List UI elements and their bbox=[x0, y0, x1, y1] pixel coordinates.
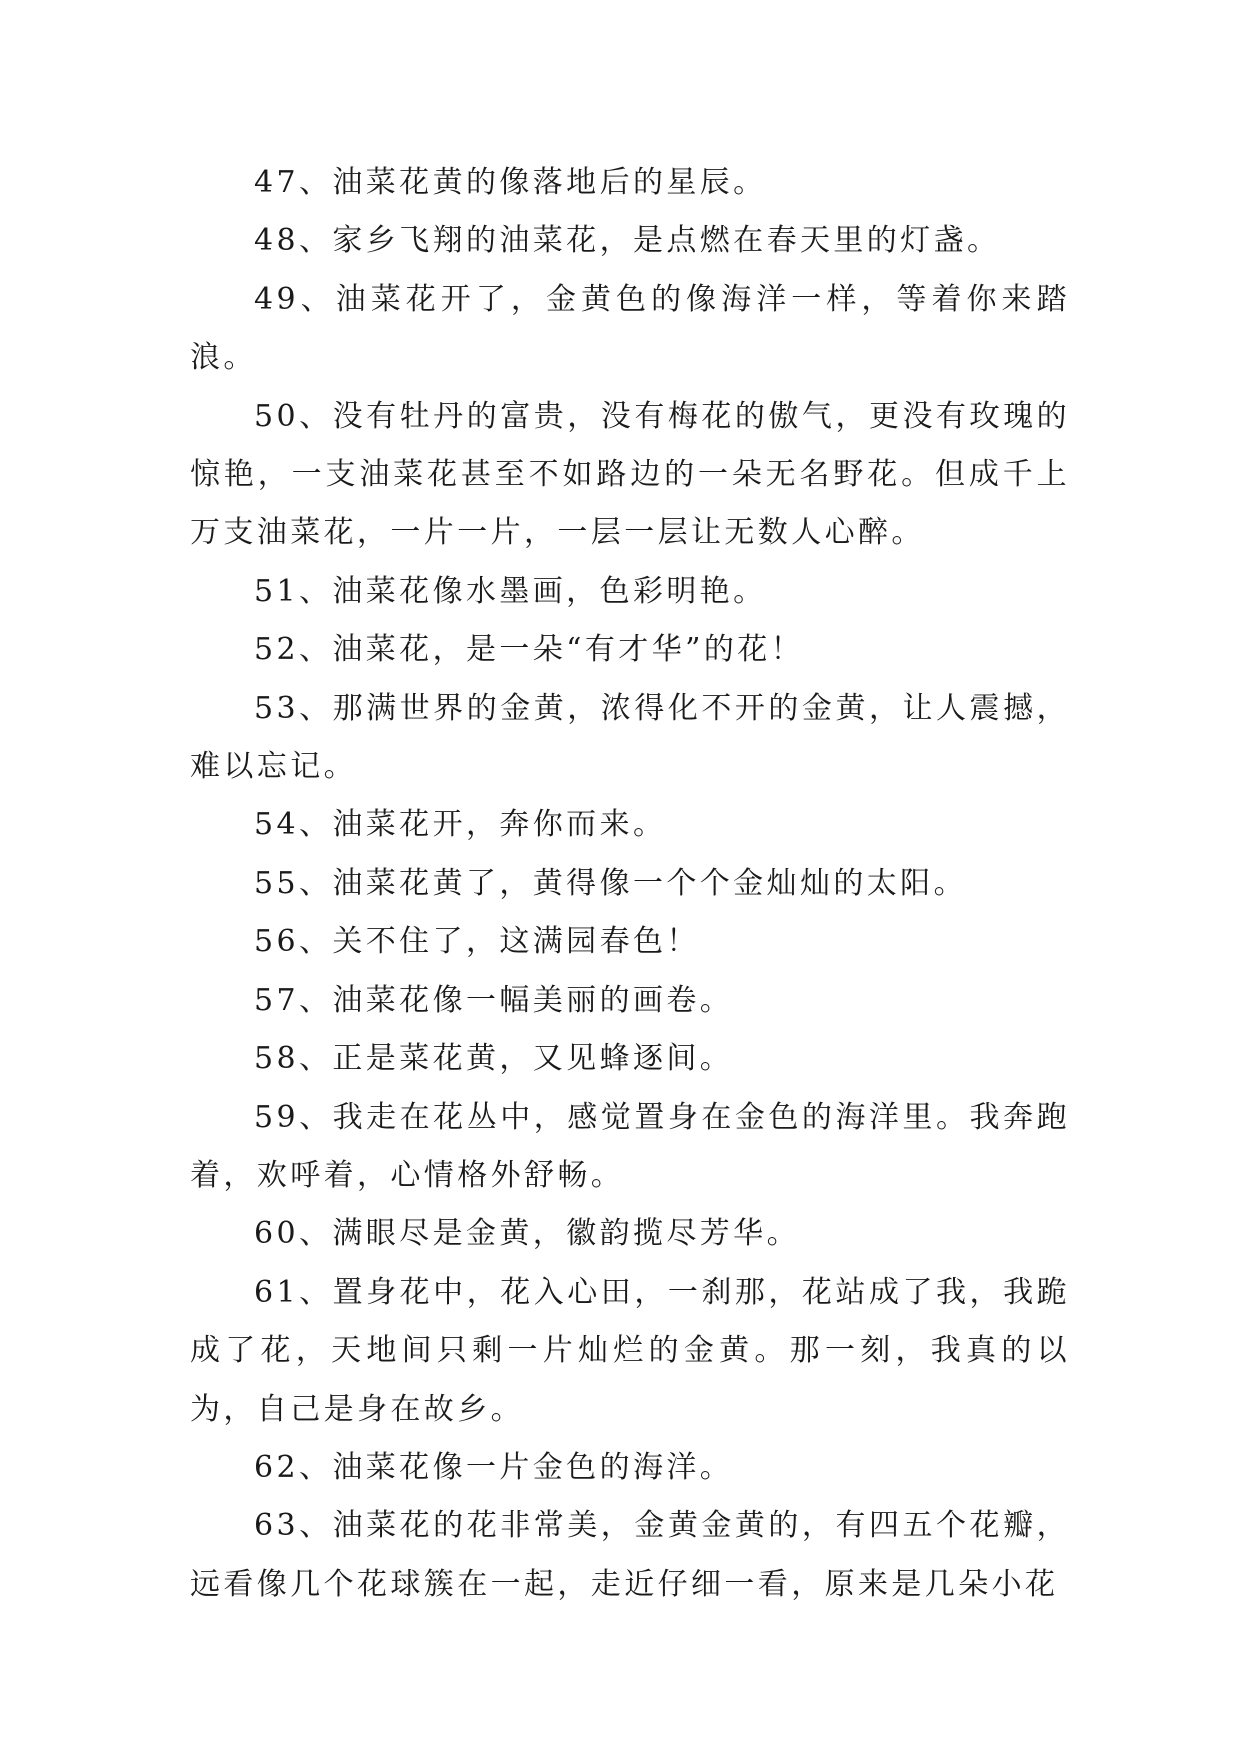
paragraph-49: 49、油菜花开了，金黄色的像海洋一样，等着你来踏浪。 bbox=[190, 281, 1070, 376]
paragraph-51: 51、油菜花像水墨画，色彩明艳。 bbox=[254, 573, 767, 609]
paragraph-55: 55、油菜花黄了，黄得像一个个金灿灿的太阳。 bbox=[254, 865, 967, 901]
paragraph-59: 59、我走在花丛中，感觉置身在金色的海洋里。我奔跑着，欢呼着，心情格外舒畅。 bbox=[190, 1099, 1070, 1193]
paragraph-56: 56、关不住了，这满园春色！ bbox=[254, 924, 700, 960]
paragraph-60: 60、满眼尽是金黄，徽韵揽尽芳华。 bbox=[254, 1216, 800, 1252]
paragraph-57: 57、油菜花像一幅美丽的画卷。 bbox=[254, 982, 734, 1018]
paragraph-47: 47、油菜花黄的像落地后的星辰。 bbox=[254, 165, 767, 200]
paragraph-62: 62、油菜花像一片金色的海洋。 bbox=[254, 1449, 734, 1485]
document-body bbox=[190, 154, 1070, 1614]
paragraph-52: 52、油菜花，是一朵“有才华”的花！ bbox=[254, 632, 805, 668]
paragraph-58: 58、正是菜花黄，又见蜂逐间。 bbox=[254, 1041, 734, 1077]
paragraph-53: 53、那满世界的金黄，浓得化不开的金黄，让人震撼，难以忘记。 bbox=[190, 690, 1070, 785]
paragraph-63: 63、油菜花的花非常美，金黄金黄的，有四五个花瓣，远看像几个花球簇在一起，走近仔细一看，原来是几朵小花 bbox=[190, 1508, 1070, 1602]
paragraph-50: 50、没有牡丹的富贵，没有梅花的傲气，更没有玫瑰的惊艳，一支油菜花甚至不如路边的一朵无名野花。但成千上万支油菜花，一片一片，一层一层让无数人心醉。 bbox=[190, 398, 1070, 551]
paragraph-54: 54、油菜花开，奔你而来。 bbox=[254, 807, 667, 843]
paragraph-61: 61、置身花中，花入心田，一刹那，花站成了我，我跪成了花，天地间只剩一片灿烂的金黄。那一刻，我真的以为，自己是身在故乡。 bbox=[190, 1274, 1070, 1427]
paragraph-48: 48、家乡飞翔的油菜花，是点燃在春天里的灯盏。 bbox=[254, 223, 1001, 259]
